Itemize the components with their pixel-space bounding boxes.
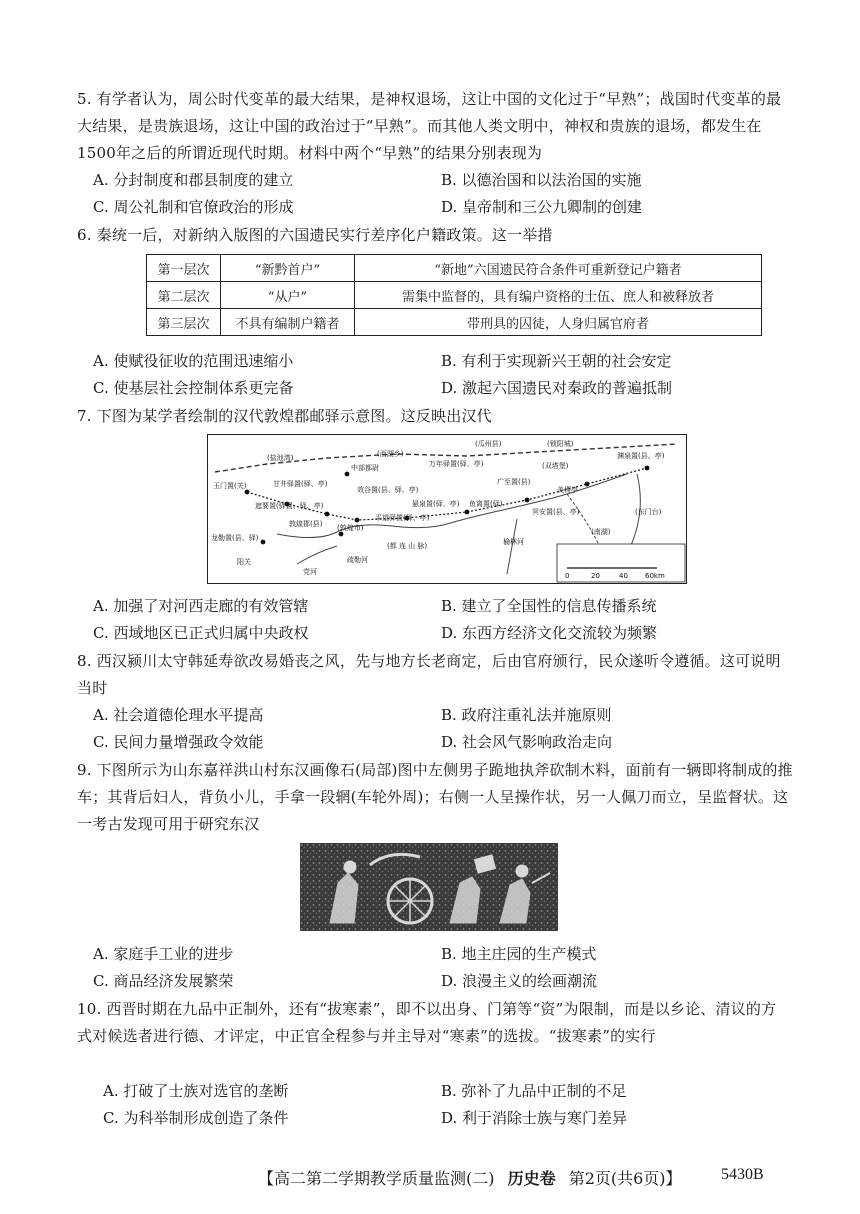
q6-option-b[interactable]: B. 有利于实现新兴王朝的社会安定 — [441, 352, 672, 370]
q9-option-c[interactable]: C. 商品经济发展繁荣 — [93, 972, 234, 990]
table-cell: “新地”六国遗民符合条件可重新登记户籍者 — [355, 255, 762, 282]
map-label: 榆林河 — [503, 538, 524, 546]
map-label: (南湖) — [591, 528, 611, 536]
q6-option-c[interactable]: C. 使基层社会控制体系更完备 — [93, 379, 294, 397]
q7-option-b[interactable]: B. 建立了全国性的信息传播系统 — [441, 597, 657, 615]
map-label: 甘井驿置(驿、亭) — [273, 480, 328, 488]
q7-option-d[interactable]: D. 东西方经济文化交流较为频繁 — [441, 624, 658, 642]
table-row — [147, 282, 762, 309]
table-cell: 第一层次 — [147, 255, 221, 282]
map-label: 中部都尉 — [351, 464, 379, 472]
map-label: 玉门置(关) — [213, 482, 247, 490]
han-stone-relief-image — [300, 843, 558, 931]
household-registration-table — [146, 254, 762, 336]
q8-option-d[interactable]: D. 社会风气影响政治走向 — [441, 733, 613, 751]
question-9-stem: 9. 下图所示为山东嘉祥洪山村东汉画像石(局部)图中左侧男子跪地执斧砍制木料，面前有一辆即将制成的推车；其背后妇人，背负小儿，手拿一段辋(车轮外周)；右侧一人呈操作状，另一人佩刀而立，呈监督状。这一考古发现可用于研究东汉 — [77, 761, 793, 833]
table-cell: 带刑具的囚徒，人身归属官府者 — [355, 309, 762, 336]
map-label: 平望驿置(驿、亭) — [375, 514, 430, 522]
map-label: 阳关 — [237, 558, 251, 566]
footer-page-info: 第2页(共6页)】 — [568, 1169, 682, 1188]
map-label: 美稷亭 — [557, 486, 578, 494]
scale-label: 20 — [591, 572, 600, 580]
map-label: 遮要置(驿置、驿、亭) — [255, 502, 324, 510]
table-row — [147, 255, 762, 282]
question-7-stem: 7. 下图为某学者绘制的汉代敦煌郡邮驿示意图。这反映出汉代 — [77, 407, 492, 425]
q8-option-a[interactable]: A. 社会道德伦理水平提高 — [93, 706, 264, 724]
question-10-stem: 10. 西晋时期在九品中正制外，还有“拔寒素”，即不以出身、门第等“资”为限制，而是以乡论、清议的方式对候选者进行德、才评定，中正官全程参与并主导对“寒素”的选拔。“拔寒素”的实行 — [77, 1000, 777, 1045]
map-label: 冥安置(县、亭) — [532, 508, 580, 516]
q8-option-c[interactable]: C. 民间力量增强政令效能 — [93, 733, 264, 751]
q9-option-a[interactable]: A. 家庭手工业的进步 — [93, 945, 234, 963]
map-label: (锁阳城) — [547, 440, 574, 448]
scale-label: 60km — [645, 572, 665, 580]
q10-option-c[interactable]: C. 为科举制形成创造了条件 — [103, 1109, 289, 1127]
footer-exam-name: 【高二第二学期教学质量监测(二) — [258, 1169, 495, 1188]
scale-label: 0 — [565, 572, 570, 580]
map-label: 广至置(县) — [497, 478, 531, 486]
table-cell: 需集中监督的，具有编户资格的士伍、庶人和被释放者 — [355, 282, 762, 309]
footer-code: 5430B — [721, 1166, 764, 1183]
q6-option-d[interactable]: D. 激起六国遗民对秦政的普遍抵制 — [441, 379, 673, 397]
table-cell: 不具有编制户籍者 — [221, 309, 355, 336]
map-label: (敦煌市) — [337, 524, 364, 532]
map-label: 渊泉置(县、亭) — [617, 452, 665, 460]
q8-option-b[interactable]: B. 政府注重礼法并施原则 — [441, 706, 612, 724]
map-label: (都 连 山 脉) — [387, 542, 428, 550]
q10-option-b[interactable]: B. 弥补了九品中正制的不足 — [441, 1082, 627, 1100]
map-label: 万年驿置(驿、亭) — [429, 460, 484, 468]
footer-title — [258, 1166, 682, 1189]
q9-option-d[interactable]: D. 浪漫主义的绘画潮流 — [441, 972, 598, 990]
map-label: (盐池湾) — [267, 454, 294, 462]
map-label: (双塔堡) — [542, 462, 569, 470]
q7-option-a[interactable]: A. 加强了对河西走廊的有效管辖 — [93, 597, 309, 615]
scale-label: 40 — [619, 572, 628, 580]
q9-option-b[interactable]: B. 地主庄园的生产模式 — [441, 945, 597, 963]
map-label: 党河 — [303, 568, 317, 576]
q5-option-d[interactable]: D. 皇帝制和三公九卿制的创建 — [441, 198, 643, 216]
question-5-stem: 5. 有学者认为，周公时代变革的最大结果，是神权退场，这让中国的文化过于“早熟”；战国时代变革的最大结果，是贵族退场，这让中国的政治过于“早熟”。而其他人类文明中，神权和贵族的退场，都发生在1500年之后的所谓近现代时期。材料中两个“早熟”的结果分别表现为 — [77, 90, 782, 162]
table-cell: “新黔首户” — [221, 255, 355, 282]
footer-subject: 历史卷 — [507, 1169, 556, 1188]
q5-option-b[interactable]: B. 以德治国和以法治国的实施 — [441, 171, 642, 189]
map-label: 敦煌郡(县) — [289, 520, 323, 528]
q10-option-d[interactable]: D. 利于消除士族与寒门差异 — [441, 1109, 628, 1127]
map-label: 效谷置(县、驿、亭) — [357, 486, 419, 494]
map-label: (瓜州县) — [475, 440, 502, 448]
table-cell: 第二层次 — [147, 282, 221, 309]
table-row — [147, 309, 762, 336]
table-cell: 第三层次 — [147, 309, 221, 336]
map-label: 悬泉置(驿、亭) — [412, 500, 460, 508]
question-6-stem: 6. 秦统一后，对新纳入版图的六国遗民实行差序化户籍政策。这一举措 — [77, 226, 553, 244]
map-label: (东门台) — [635, 508, 662, 516]
question-8-stem: 8. 西汉颍川太守韩延寿欲改易婚丧之风，先与地方长老商定，后由官府颁行，民众遂听令遵循。这可说明当时 — [77, 652, 781, 697]
dunhuang-postal-map — [207, 434, 687, 584]
map-label: 鱼离置(驿) — [469, 500, 503, 508]
map-label: (西湖乡) — [377, 450, 404, 458]
q7-option-c[interactable]: C. 西域地区已正式归属中央政权 — [93, 624, 309, 642]
q10-option-a[interactable]: A. 打破了士族对选官的垄断 — [103, 1082, 289, 1100]
table-cell: “从户” — [221, 282, 355, 309]
map-label: 疏勒河 — [347, 556, 368, 564]
map-label: 龙勒置(县、驿) — [211, 534, 259, 542]
q5-option-a[interactable]: A. 分封制度和郡县制度的建立 — [93, 171, 294, 189]
q6-option-a[interactable]: A. 使赋役征收的范围迅速缩小 — [93, 352, 294, 370]
q5-option-c[interactable]: C. 周公礼制和官僚政治的形成 — [93, 198, 294, 216]
